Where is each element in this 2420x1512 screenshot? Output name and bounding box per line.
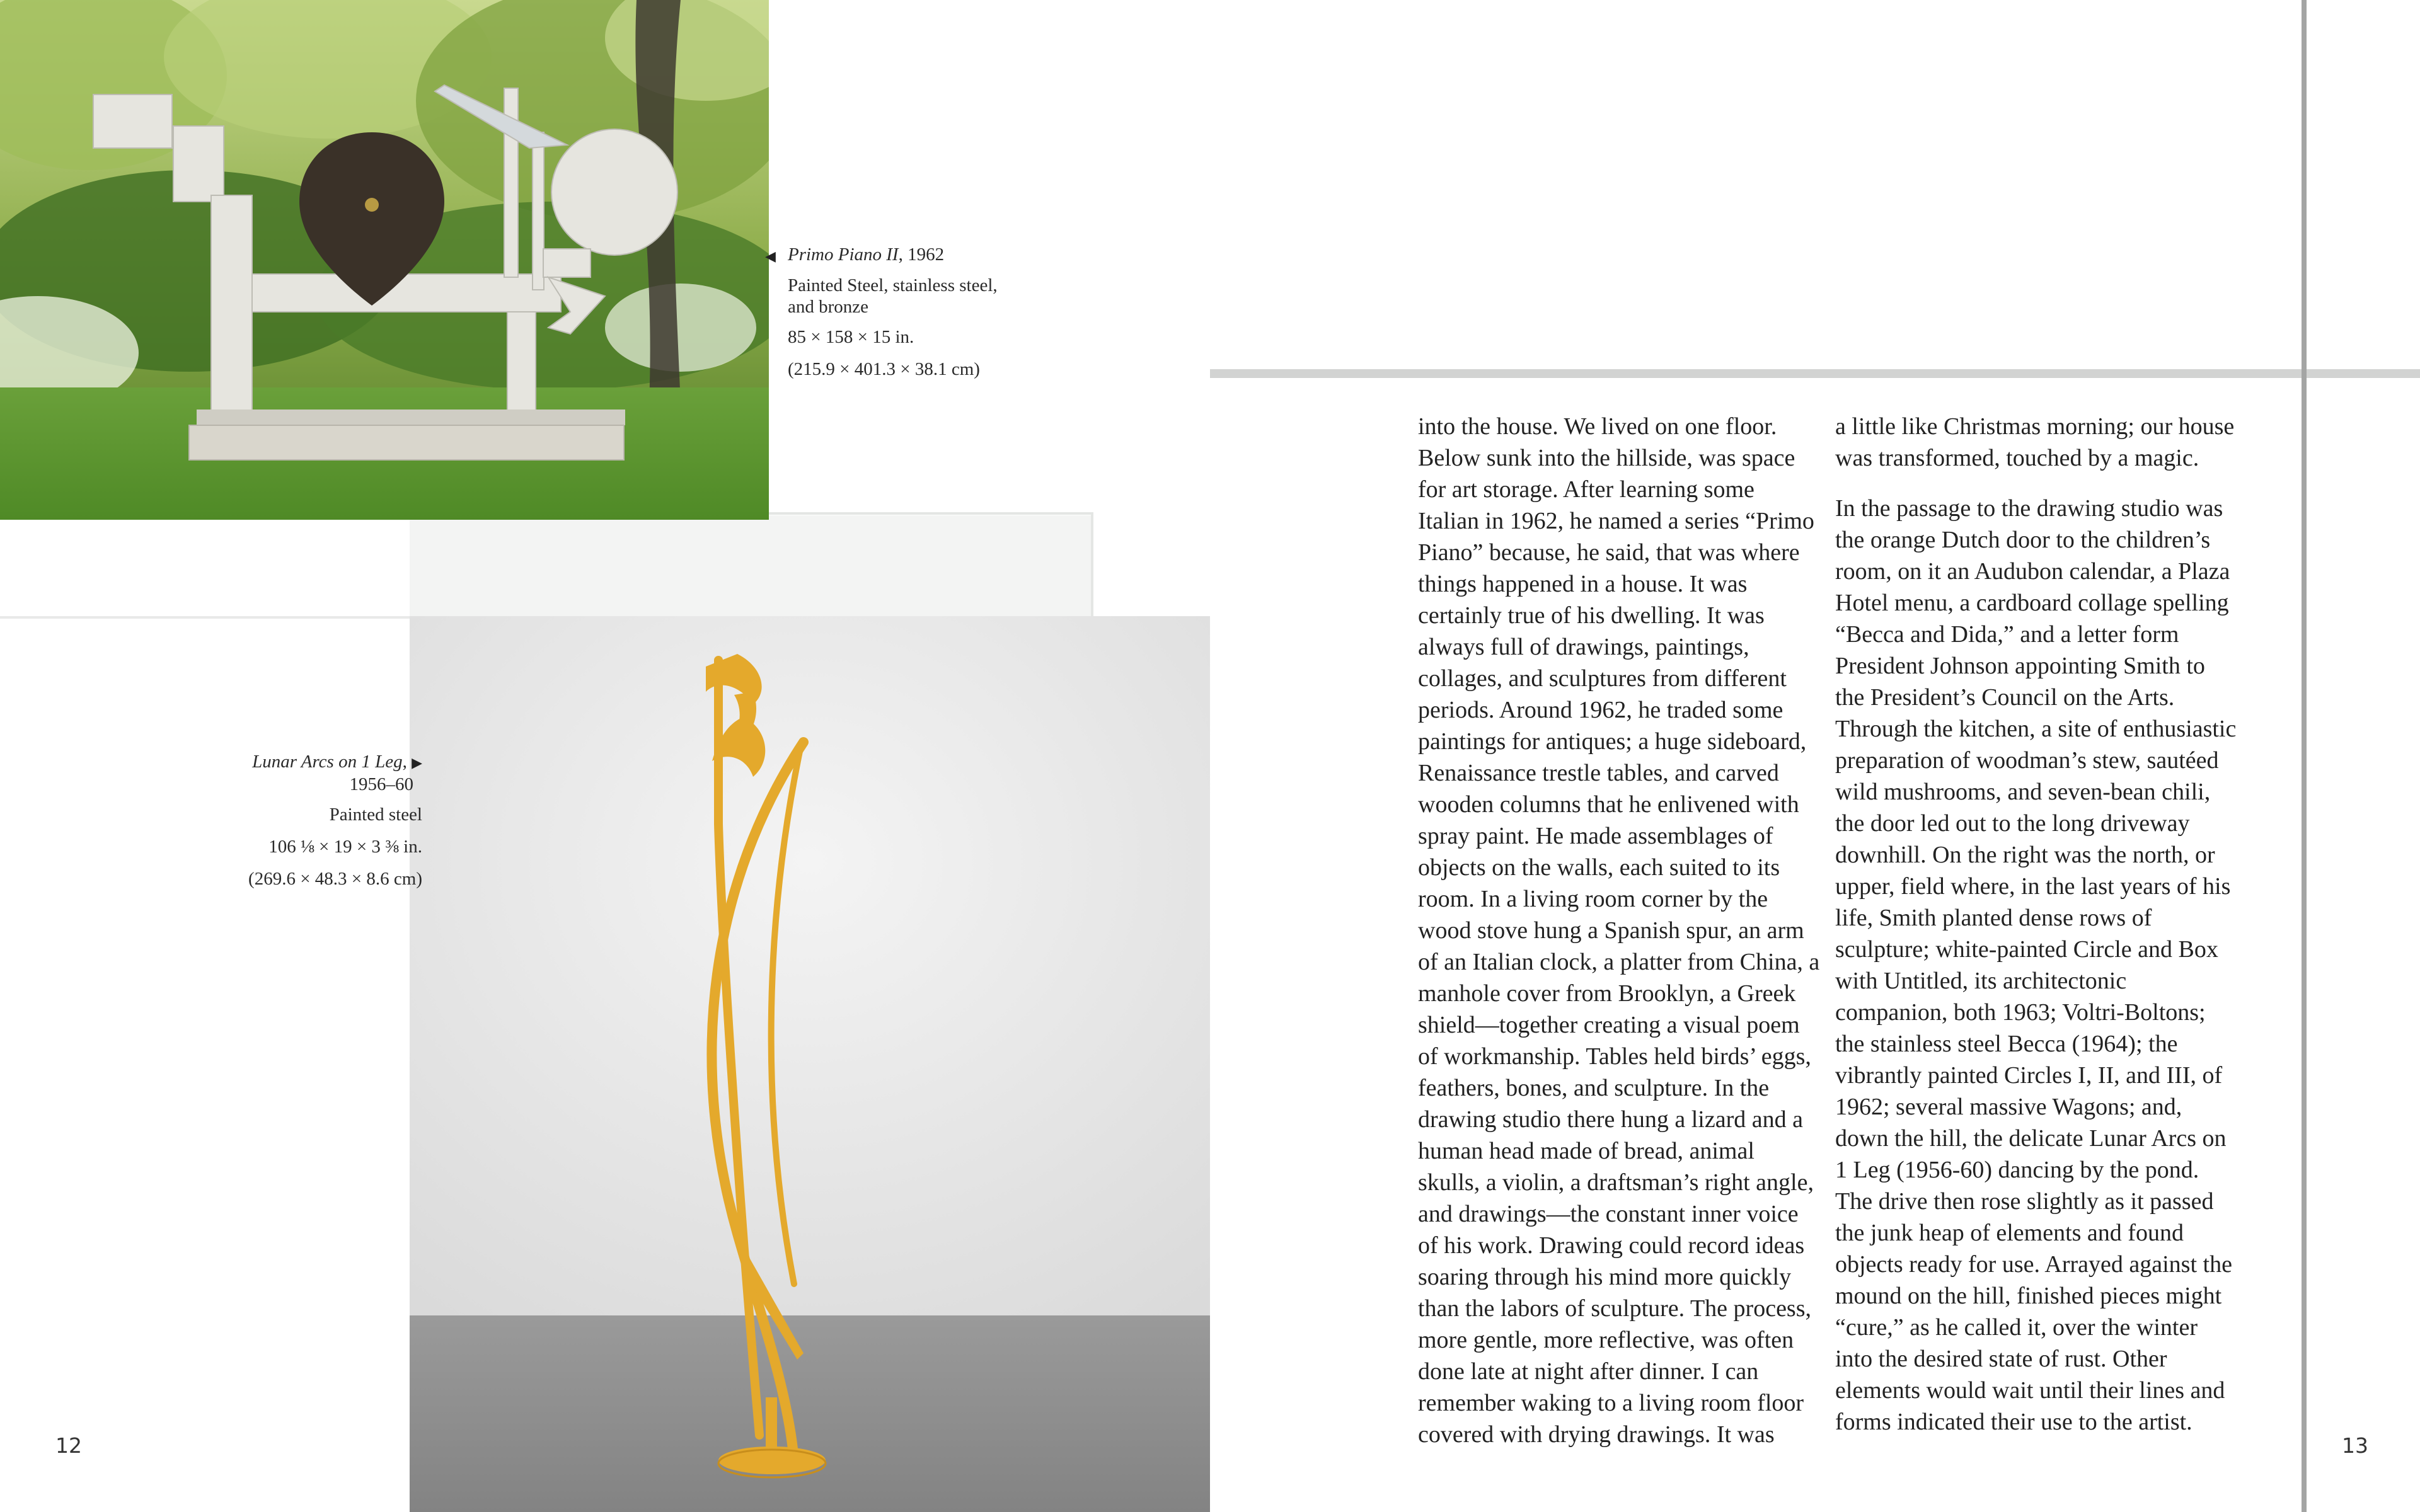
caption-year: 1956–60: [349, 774, 413, 794]
caption-title: Lunar Arcs on 1 Leg: [252, 752, 403, 772]
triangle-left-icon: ◀: [765, 248, 776, 264]
panel-outline-right: [1091, 512, 1093, 616]
body-paragraph: into the house. We lived on one floor. Below sunk into the hillside, was space for art storage. After learning some Italian in 1962, he named a series “Primo Piano” because, he said, that was where things happened in a house. It was certainly true of his dwelling. It was always full of drawings, paintings, collages, and sculptures from different periods. Around 1962, he traded some paintings for antiques; a huge sideboard, Renaissance trestle tables, and carved wooden columns that he enlivened with spray paint. He made assemblages of objects on the walls, each suited to its room. In a living room corner by the wood stove hung a Spanish spur, an arm of an Italian clock, a platter from China, a manhole cover from Brooklyn, a Greek shield—together creating a visual poem of workmanship. Tables held birds’ eggs, feathers, bones, and sculpture. In the drawing studio there hung a lizard and a human head made of bread, animal skulls, a violin, a draftsman’s right angle, and drawings—the constant inner voice of his work. Drawing could record ideas soaring through his mind more quickly than the labors of sculpture. The process, more gentle, more reflective, was often done late at night after dinner. I can remember waking to a living room floor covered with drying drawings. It was: [1418, 413, 1820, 1448]
page-number-right: 13: [2342, 1433, 2368, 1458]
caption-dimensions-cm: (215.9 × 401.3 × 38.1 cm): [788, 359, 980, 379]
background-panel: [410, 515, 1093, 616]
caption-year: , 1962: [898, 244, 945, 265]
caption-title: Primo Piano II: [788, 244, 899, 265]
triangle-right-icon: ▶: [412, 755, 422, 770]
caption-material: Painted steel: [329, 805, 422, 825]
caption-dimensions-in: 85 × 158 × 15 in.: [788, 327, 914, 347]
caption-lunar-arcs: Lunar Arcs on 1 Leg, ▶ 1956–60 Painted steel 106 ⅛ × 19 × 3 ⅜ in. (269.6 × 48.3 × 8.6 cm): [164, 751, 422, 891]
panel-divider: [0, 616, 410, 619]
body-column-1: [1418, 411, 1821, 1450]
primo-piano-photo: [0, 0, 769, 520]
caption-material: Painted Steel, stainless steel, and bronze: [788, 275, 998, 317]
vertical-rule: [2302, 0, 2307, 1512]
lunar-arcs-photo: [410, 616, 1210, 1512]
caption-dimensions-cm: (269.6 × 48.3 × 8.6 cm): [248, 869, 422, 889]
caption-primo-piano: [765, 243, 1027, 382]
horizontal-rule: [1210, 369, 2420, 378]
body-column-2: [1835, 411, 2238, 1438]
body-paragraph: a little like Christmas morning; our house was transformed, touched by a magic.: [1835, 413, 2235, 471]
page-number-left: 12: [55, 1433, 82, 1458]
body-paragraph: In the passage to the drawing studio was the orange Dutch door to the children’s room, on it an Audubon calendar, a Plaza Hotel menu, a cardboard collage spelling “Becca and Dida,” and a letter form President Johnson appointing Smith to the President’s Council on the Arts. Through the kitchen, a site of enthusiastic preparation of woodman’s stew, sautéed wild mushrooms, and seven-bean chili, the door led out to the long driveway downhill. On the right was the north, or upper, field where, in the last years of his life, Smith planted dense rows of sculpture; white-painted Circle and Box with Untitled, its architectonic companion, both 1963; Voltri-Boltons; the stainless steel Becca (1964); the vibrantly painted Circles I, II, and III, of 1962; several massive Wagons; and, down the hill, the delicate Lunar Arcs on 1 Leg (1956-60) dancing by the pond. The drive then rose slightly as it passed the junk heap of elements and found objects ready for use. Arrayed against the mound on the hill, finished pieces might “cure,” as he called it, over the winter into the desired state of rust. Other elements would wait until their lines and forms indicated their use to the artist.: [1835, 495, 2237, 1435]
caption-dimensions-in: 106 ⅛ × 19 × 3 ⅜ in.: [268, 837, 422, 857]
